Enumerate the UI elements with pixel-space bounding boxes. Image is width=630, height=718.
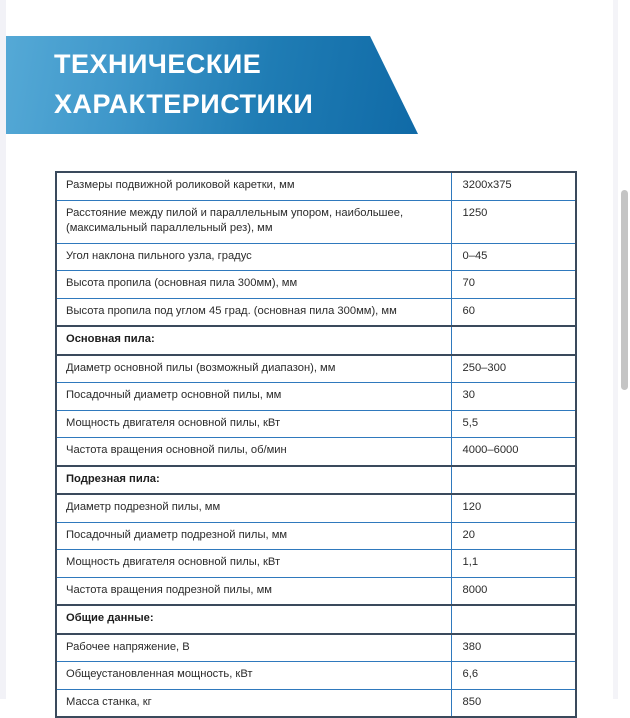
spec-value: 60 xyxy=(451,298,576,326)
spec-param-label: Посадочный диаметр основной пилы, мм xyxy=(56,383,451,411)
spec-table-row xyxy=(56,410,576,438)
spec-param-label: Масса станка, кг xyxy=(56,689,451,717)
spec-value: 1,1 xyxy=(451,550,576,578)
spec-param-label: Частота вращения подрезной пилы, мм xyxy=(56,577,451,605)
spec-table-row xyxy=(56,689,576,717)
spec-value: 8000 xyxy=(451,577,576,605)
spec-value xyxy=(451,466,576,495)
spec-section-row xyxy=(56,466,576,495)
scrollbar-thumb[interactable] xyxy=(621,190,628,390)
spec-param-label: Посадочный диаметр подрезной пилы, мм xyxy=(56,522,451,550)
spec-param-label: Общеустановленная мощность, кВт xyxy=(56,662,451,690)
spec-section-row xyxy=(56,326,576,355)
spec-param-label: Угол наклона пильного узла, градус xyxy=(56,243,451,271)
spec-table-row xyxy=(56,577,576,605)
spec-value: 3200х375 xyxy=(451,172,576,200)
spec-table-row xyxy=(56,550,576,578)
banner-title xyxy=(54,44,313,124)
spec-param-label: Размеры подвижной роликовой каретки, мм xyxy=(56,172,451,200)
spec-param-label: Мощность двигателя основной пилы, кВт xyxy=(56,550,451,578)
spec-value: 1250 xyxy=(451,200,576,243)
spec-value: 20 xyxy=(451,522,576,550)
spec-value: 6,6 xyxy=(451,662,576,690)
spec-value: 0–45 xyxy=(451,243,576,271)
spec-value: 850 xyxy=(451,689,576,717)
spec-table-row xyxy=(56,298,576,326)
spec-param-label: Высота пропила (основная пила 300мм), мм xyxy=(56,271,451,299)
spec-value xyxy=(451,326,576,355)
spec-table-row xyxy=(56,634,576,662)
vertical-scrollbar[interactable] xyxy=(618,0,630,699)
spec-param-label: Высота пропила под углом 45 град. (основная пила 300мм), мм xyxy=(56,298,451,326)
spec-table-container xyxy=(55,171,575,718)
spec-table-row xyxy=(56,522,576,550)
spec-param-label: Частота вращения основной пилы, об/мин xyxy=(56,438,451,466)
section-banner xyxy=(6,36,426,134)
spec-table xyxy=(55,171,577,718)
spec-param-label: Диаметр основной пилы (возможный диапазон), мм xyxy=(56,355,451,383)
spec-table-row xyxy=(56,494,576,522)
spec-table-row xyxy=(56,172,576,200)
spec-value: 5,5 xyxy=(451,410,576,438)
spec-table-body xyxy=(56,172,576,717)
spec-table-row xyxy=(56,355,576,383)
spec-value: 30 xyxy=(451,383,576,411)
spec-table-row xyxy=(56,200,576,243)
spec-table-row xyxy=(56,438,576,466)
spec-value: 120 xyxy=(451,494,576,522)
spec-param-label: Мощность двигателя основной пилы, кВт xyxy=(56,410,451,438)
spec-value: 4000–6000 xyxy=(451,438,576,466)
spec-param-label: Рабочее напряжение, В xyxy=(56,634,451,662)
spec-value: 70 xyxy=(451,271,576,299)
spec-value xyxy=(451,605,576,634)
spec-table-row xyxy=(56,662,576,690)
spec-value: 380 xyxy=(451,634,576,662)
spec-section-label: Общие данные: xyxy=(56,605,451,634)
spec-param-label: Расстояние между пилой и параллельным упором, наибольшее, (максимальный параллельный рез), мм xyxy=(56,200,451,243)
spec-table-row xyxy=(56,243,576,271)
spec-table-row xyxy=(56,271,576,299)
banner-title-line1: ТЕХНИЧЕСКИЕ xyxy=(54,49,262,79)
spec-table-row xyxy=(56,383,576,411)
spec-section-row xyxy=(56,605,576,634)
banner-title-line2: ХАРАКТЕРИСТИКИ xyxy=(54,89,314,119)
spec-section-label: Подрезная пила: xyxy=(56,466,451,495)
spec-param-label: Диаметр подрезной пилы, мм xyxy=(56,494,451,522)
spec-value: 250–300 xyxy=(451,355,576,383)
spec-section-label: Основная пила: xyxy=(56,326,451,355)
